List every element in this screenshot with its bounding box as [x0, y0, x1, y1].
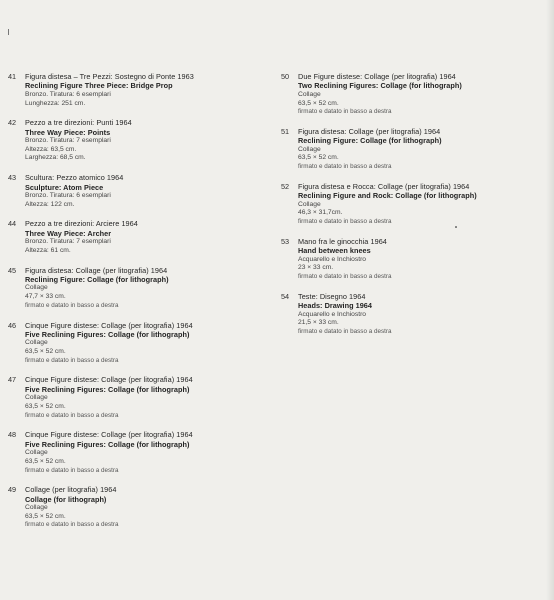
entry-signature-note: firmato e datato in basso a destra	[298, 108, 392, 116]
entry-title-italian: Cinque Figure distese: Collage (per litografia) 1964	[25, 320, 193, 330]
entry-body	[25, 72, 263, 108]
catalog-entry	[8, 485, 263, 530]
entry-title-italian: Teste: Disegno 1964	[298, 291, 366, 301]
entry-title-english: Sculpture: Atom Piece	[25, 182, 104, 192]
entry-body	[298, 237, 541, 282]
entry-title-italian: Figura distesa: Collage (per litografia) 1964	[298, 126, 441, 136]
catalog-entry	[8, 72, 263, 108]
entry-title-italian: Collage (per litografia) 1964	[25, 485, 117, 495]
entry-detail: Bronzo. Tiratura: 6 esemplari	[25, 90, 111, 98]
entry-body	[25, 375, 263, 420]
entry-number: 44	[8, 219, 17, 229]
entry-detail: 63,5 × 52 cm.	[25, 402, 66, 410]
entry-body	[25, 266, 263, 311]
entry-signature-note: firmato e datato in basso a destra	[298, 218, 392, 226]
entry-title-italian: Pezzo a tre direzioni: Punti 1964	[25, 118, 132, 128]
entry-title-english: Two Reclining Figures: Collage (for lithograph)	[298, 81, 462, 91]
entry-detail: 46,3 × 31,7cm.	[298, 209, 343, 217]
entry-detail: Collage	[25, 284, 48, 292]
entry-number: 54	[281, 291, 290, 301]
entry-detail: 63,5 × 52 cm.	[298, 154, 339, 162]
entry-title-italian: Pezzo a tre direzioni: Arciere 1964	[25, 219, 138, 229]
entry-title-english: Heads: Drawing 1964	[298, 301, 372, 311]
entry-body	[25, 219, 263, 255]
entry-signature-note: firmato e datato in basso a destra	[25, 411, 119, 419]
entry-number: 42	[8, 118, 17, 128]
entry-title-english: Reclining Figure and Rock: Collage (for lithograph)	[298, 191, 477, 201]
entry-detail: 21,5 × 33 cm.	[298, 319, 339, 327]
entry-signature-note: firmato e datato in basso a destra	[25, 521, 119, 529]
entry-detail: 63,5 × 52 cm.	[298, 99, 339, 107]
left-column	[8, 72, 263, 540]
entry-detail: Collage	[25, 504, 48, 512]
entry-body	[298, 127, 541, 172]
catalog-entry	[281, 182, 541, 227]
entry-title-english: Hand between knees	[298, 246, 371, 256]
entry-number: 52	[281, 181, 290, 191]
catalog-entry	[281, 127, 541, 172]
entry-number: 50	[281, 72, 290, 81]
entry-title-italian: Mano fra le ginocchia 1964	[298, 236, 387, 246]
entry-body	[298, 72, 541, 117]
entry-body	[25, 321, 263, 366]
entry-body	[25, 485, 263, 530]
entry-body	[25, 430, 263, 475]
entry-detail: Bronzo. Tiratura: 6 esemplari	[25, 191, 111, 199]
entry-detail: Bronzo. Tiratura: 7 esemplari	[25, 137, 111, 145]
entry-body	[25, 118, 263, 163]
entry-title-italian: Figura distesa: Collage (per litografia) 1964	[25, 265, 168, 275]
entry-detail: Collage	[25, 339, 48, 347]
entry-detail: Lunghezza: 251 cm.	[25, 99, 86, 107]
entry-detail: Acquarello e Inchiostro	[298, 310, 367, 318]
entry-signature-note: firmato e datato in basso a destra	[25, 466, 119, 474]
entry-number: 48	[8, 430, 17, 440]
right-column	[281, 72, 541, 347]
entry-detail: 63,5 × 52 cm.	[25, 348, 66, 356]
entry-number: 45	[8, 265, 17, 275]
entry-title-italian: Due Figure distese: Collage (per litografia) 1964	[298, 72, 456, 81]
entry-number: 46	[8, 320, 17, 330]
entry-number: 53	[281, 236, 290, 246]
catalog-entry	[8, 266, 263, 311]
entry-title-italian: Cinque Figure distese: Collage (per litografia) 1964	[25, 375, 193, 385]
entry-title-english: Reclining Figure: Collage (for lithograph)	[25, 274, 169, 284]
entry-number: 47	[8, 375, 17, 385]
page-edge-shadow	[546, 0, 554, 600]
entry-number: 49	[8, 485, 17, 495]
entry-signature-note: firmato e datato in basso a destra	[298, 272, 392, 280]
entry-detail: Altezza: 122 cm.	[25, 200, 75, 208]
entry-title-italian: Figura distesa – Tre Pezzi: Sostegno di Ponte 1963	[25, 72, 194, 81]
entry-body	[298, 292, 541, 337]
entry-title-english: Reclining Figure Three Piece: Bridge Prop	[25, 81, 173, 91]
entry-title-italian: Cinque Figure distese: Collage (per litografia) 1964	[25, 430, 193, 440]
entry-detail: 63,5 × 52 cm.	[25, 512, 66, 520]
entry-detail: Altezza: 63,5 cm.	[25, 145, 77, 153]
entry-detail: Collage	[25, 449, 48, 457]
entry-detail: 63,5 × 52 cm.	[25, 457, 66, 465]
catalog-entry	[8, 321, 263, 366]
entry-number: 41	[8, 72, 17, 81]
entry-signature-note: firmato e datato in basso a destra	[25, 301, 119, 309]
entry-detail: Acquarello e Inchiostro	[298, 255, 367, 263]
catalog-entry	[281, 292, 541, 337]
entry-detail: Collage	[298, 90, 321, 98]
entry-title-english: Five Reclining Figures: Collage (for lithograph)	[25, 439, 190, 449]
entry-detail: 23 × 33 cm.	[298, 264, 334, 272]
entry-detail: Bronzo. Tiratura: 7 esemplari	[25, 238, 111, 246]
catalog-entry	[8, 375, 263, 420]
entry-title-english: Five Reclining Figures: Collage (for lithograph)	[25, 384, 190, 394]
catalog-entry	[8, 118, 263, 163]
entry-title-english: Collage (for lithograph)	[25, 494, 107, 504]
entry-number: 51	[281, 126, 290, 136]
entry-detail: 47,7 × 33 cm.	[25, 293, 66, 301]
catalog-entry	[281, 72, 541, 117]
catalog-entry	[8, 219, 263, 255]
catalog-entry	[8, 430, 263, 475]
entry-body	[25, 173, 263, 209]
entry-signature-note: firmato e datato in basso a destra	[298, 327, 392, 335]
catalog-entry	[281, 237, 541, 282]
entry-signature-note: firmato e datato in basso a destra	[25, 356, 119, 364]
page-mark	[8, 29, 9, 35]
entry-number: 43	[8, 173, 17, 183]
entry-title-english: Three Way Piece: Archer	[25, 228, 112, 238]
entry-title-english: Three Way Piece: Points	[25, 127, 111, 137]
entry-body	[298, 182, 541, 227]
entry-detail: Collage	[25, 394, 48, 402]
entry-signature-note: firmato e datato in basso a destra	[298, 163, 392, 171]
entry-detail: Collage	[298, 200, 321, 208]
entry-title-english: Reclining Figure: Collage (for lithograph)	[298, 136, 442, 146]
entry-title-english: Five Reclining Figures: Collage (for lithograph)	[25, 329, 190, 339]
entry-detail: Collage	[298, 145, 321, 153]
catalog-entry	[8, 173, 263, 209]
entry-detail: Altezza: 61 cm.	[25, 246, 71, 254]
entry-detail: Larghezza: 68,5 cm.	[25, 154, 86, 162]
entry-title-italian: Figura distesa e Rocca: Collage (per litografia) 1964	[298, 181, 470, 191]
entry-title-italian: Scultura: Pezzo atomico 1964	[25, 173, 124, 183]
